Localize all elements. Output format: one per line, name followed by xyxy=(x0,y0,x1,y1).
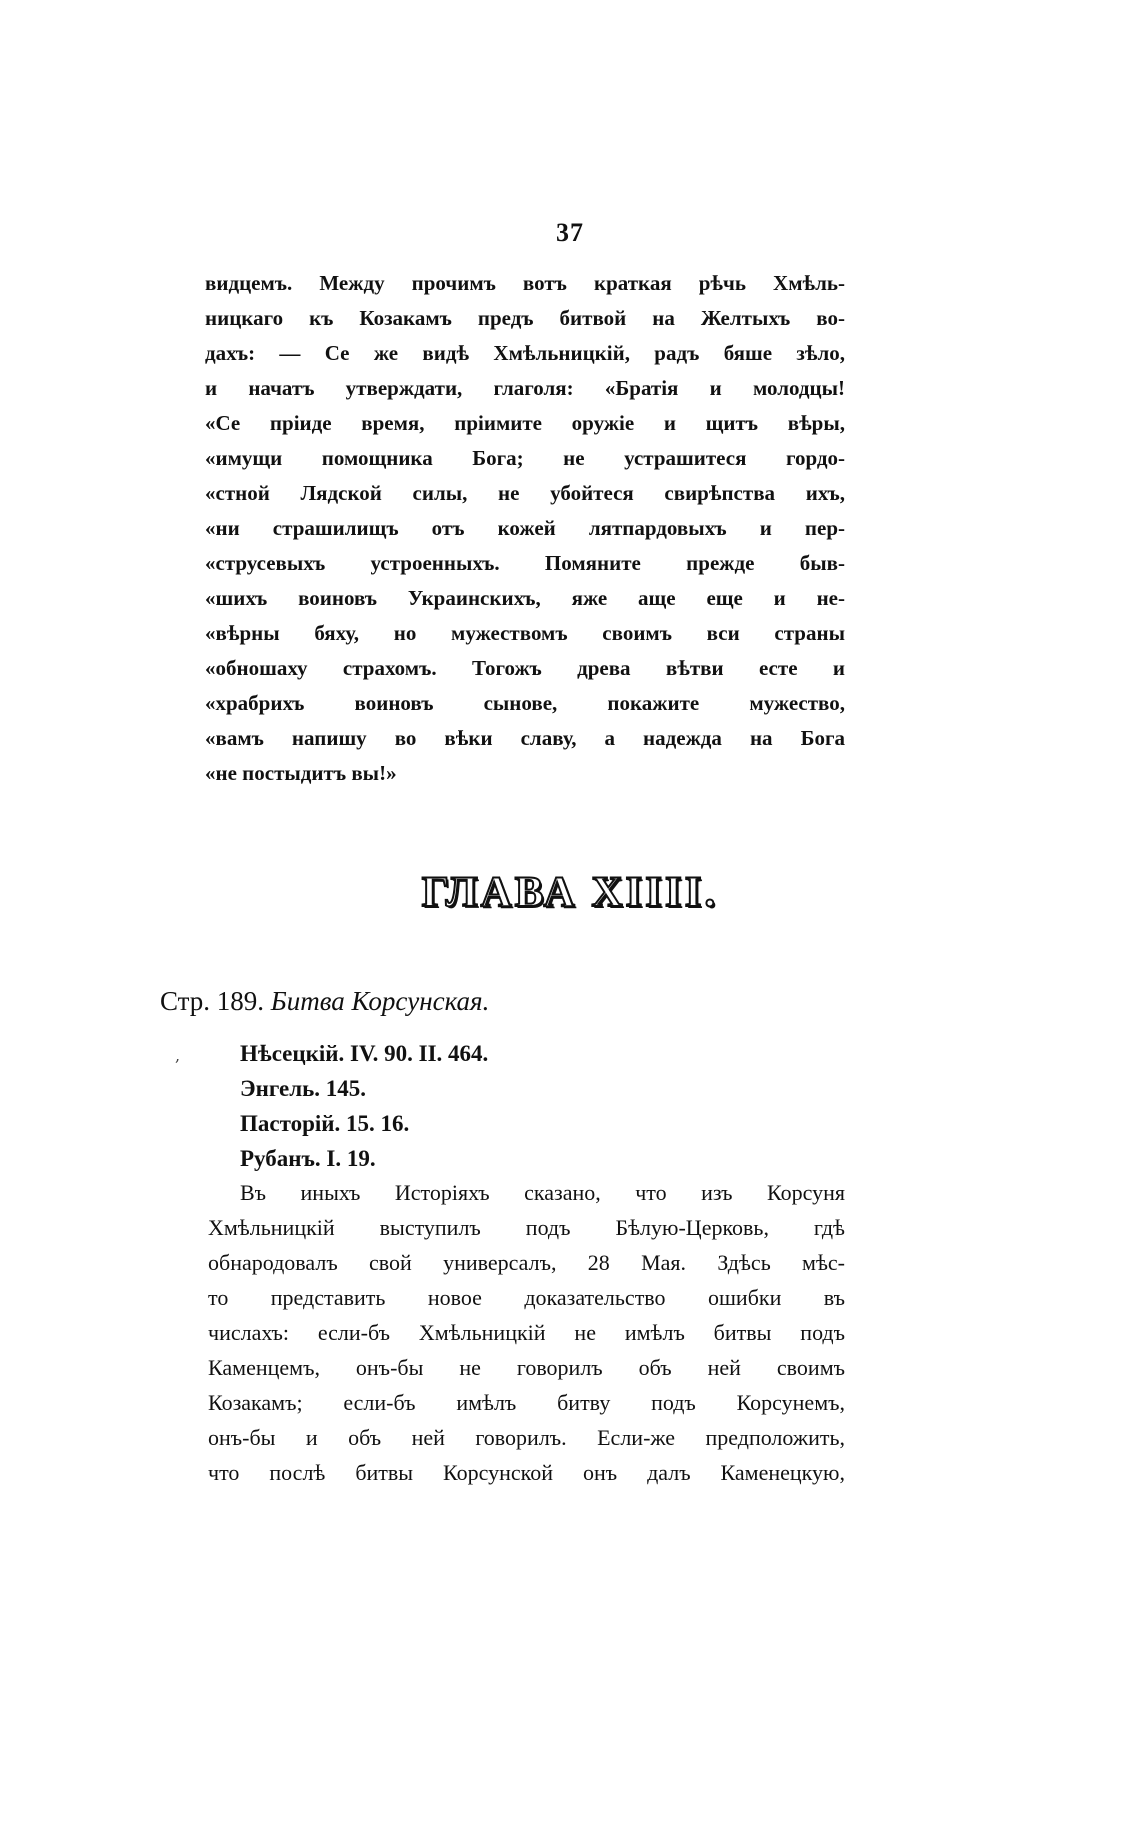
section-title: Битва Корсунская. xyxy=(270,986,490,1016)
text-line: «Се пріиде время, пріимите оружіе и щитъ вѣры, xyxy=(205,411,845,435)
paragraph-bottom xyxy=(208,1175,845,1490)
text-line: что послѣ битвы Корсунской онъ далъ Каменецкую, xyxy=(208,1460,845,1485)
text-line: «имущи помощника Бога; не устрашитеся гордо- xyxy=(205,446,845,470)
text-line: числахъ: если-бъ Хмѣльницкій не имѣлъ битвы подъ xyxy=(208,1320,845,1345)
text-line: и начатъ утверждати, глаголя: «Братія и молодцы! xyxy=(205,376,845,400)
text-line: «вѣрны бяху, но мужествомъ своимъ вси страны xyxy=(205,621,845,645)
text-line: Козакамъ; если-бъ имѣлъ битву подъ Корсунемъ, xyxy=(208,1390,845,1415)
text-line: «храбрихъ воиновъ сынове, покажите мужество, xyxy=(205,691,845,715)
reference-item: Рубанъ. I. 19. xyxy=(240,1146,376,1171)
text-line: то представить новое доказательство ошибки въ xyxy=(208,1285,845,1310)
margin-mark: , xyxy=(175,1046,181,1065)
text-line: «вамъ напишу во вѣки славу, а надежда на Бога xyxy=(205,726,845,750)
chapter-title: ГЛАВА XIIII. xyxy=(421,869,719,916)
section-page-ref: Стр. 189. xyxy=(160,986,265,1016)
text-line: Въ иныхъ Исторіяхъ сказано, что изъ Корсуня xyxy=(240,1180,845,1205)
reference-item: Нѣсецкій. IV. 90. II. 464. xyxy=(240,1041,489,1066)
text-line: «струсевыхъ устроенныхъ. Помяните прежде быв- xyxy=(205,551,845,575)
text-line: «обношаху страхомъ. Тогожъ древа вѣтви есте и xyxy=(205,656,845,680)
reference-item: Пасторій. 15. 16. xyxy=(240,1111,410,1136)
text-line: видцемъ. Между прочимъ вотъ краткая рѣчь Хмѣль- xyxy=(205,271,845,295)
text-line: Каменцемъ, онъ-бы не говорилъ объ ней своимъ xyxy=(208,1355,845,1380)
text-line: онъ-бы и объ ней говорилъ. Если-же предположить, xyxy=(208,1425,845,1450)
text-line: Хмѣльницкій выступилъ подъ Бѣлую-Церковь, гдѣ xyxy=(208,1215,845,1240)
section-heading xyxy=(160,986,489,1017)
reference-item: Энгель. 145. xyxy=(240,1076,367,1101)
text-line: ницкаго къ Козакамъ предъ битвой на Желтыхъ во- xyxy=(205,306,845,330)
text-line: «не постыдитъ вы!» xyxy=(205,761,397,785)
text-line: «ни страшилищъ отъ кожей лятпардовыхъ и пер- xyxy=(205,516,845,540)
paragraph-top xyxy=(205,266,845,791)
text-line: обнародовалъ свой универсалъ, 28 Мая. Здѣсь мѣс- xyxy=(208,1250,845,1275)
text-line: дахъ: — Се же видѣ Хмѣльницкій, радъ бяше зѣло, xyxy=(205,341,845,365)
text-line: «шихъ воиновъ Украинскихъ, яже аще еще и не- xyxy=(205,586,845,610)
references-list xyxy=(240,1036,488,1176)
text-line: «стной Лядской силы, не убойтеся свирѣпства ихъ, xyxy=(205,481,845,505)
page-number: 37 xyxy=(556,218,584,247)
